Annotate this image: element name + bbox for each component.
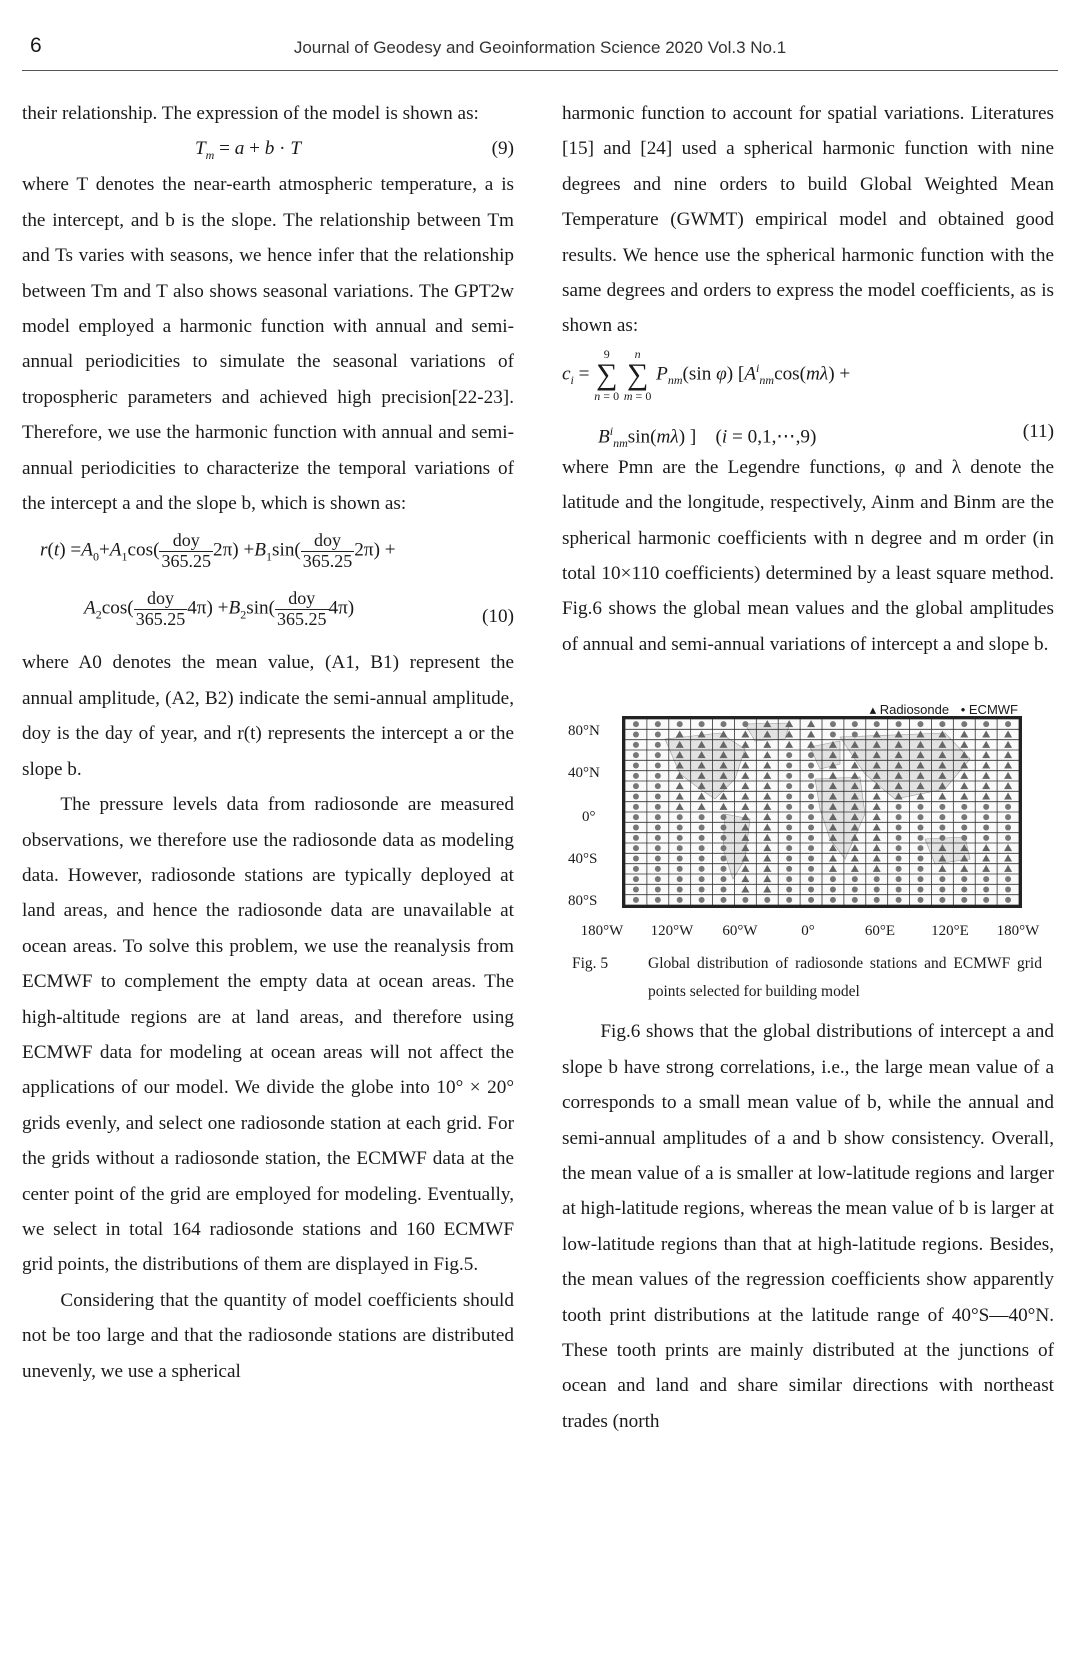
left-paragraph-3: where A0 denotes the mean value, (A1, B1) represent the annual amplitude, (A2, B2) indicate the semi-annual amplitude, doy is the day of year, and r(t) represents the intercept a or the slope b. [22, 652, 514, 780]
ecmwf-marker [918, 804, 924, 810]
ecmwf-marker [874, 721, 880, 727]
equation-11-line-2: $B^i_{nm}\sin(m\lambda)$ ] (i = 0,1,⋯,9) (11) [562, 414, 1054, 450]
ecmwf-marker [655, 804, 661, 810]
ecmwf-marker [786, 845, 792, 851]
right-paragraph-3: Fig.6 shows that the global distributions of intercept a and slope b have strong correlations, i.e., the large mean value of a corresponds to a small mean value of b, while the annual and semi-annual amplitudes of a and b show consistency. Overall, the mean value of a is smaller at low-latitude regions and larger at high-latitude regions, whereas the mean value of b is larger at low-latitude regions than that at high-latitude regions. Besides, the mean values of the regression coefficients show apparently tooth print distributions at the latitude range of 40°S—40°N. These tooth prints are mainly distributed at the junctions of ocean and land and share similar directions with northeast trades (north [562, 1021, 1054, 1432]
ecmwf-marker [1005, 721, 1011, 727]
ecmwf-marker [808, 835, 814, 841]
ecmwf-marker [677, 825, 683, 831]
ecmwf-marker [961, 876, 967, 882]
ecmwf-marker [633, 742, 639, 748]
ecmwf-marker [721, 856, 727, 862]
x-label-180w-right: 180°W [996, 923, 1040, 940]
ecmwf-marker [939, 897, 945, 903]
y-label-80n: 80°N [568, 723, 600, 740]
ecmwf-marker [939, 804, 945, 810]
page-header [22, 34, 1058, 71]
ecmwf-marker [1005, 897, 1011, 903]
ecmwf-marker [918, 825, 924, 831]
ecmwf-marker [939, 887, 945, 893]
ecmwf-marker [633, 866, 639, 872]
ecmwf-marker [808, 783, 814, 789]
ecmwf-marker [699, 876, 705, 882]
ecmwf-marker [764, 897, 770, 903]
ecmwf-marker [808, 856, 814, 862]
ecmwf-marker [786, 876, 792, 882]
ecmwf-marker [633, 773, 639, 779]
ecmwf-marker [918, 835, 924, 841]
page-number: 6 [30, 34, 42, 57]
equation-10-line-1: $r(t) =A_0+A_1\cos$( $\frac{\text{doy}}{365.25}$ $2\pi) +B_1\sin$( $\frac{\text{doy}}{365.25}$ 2π) + [40, 530, 396, 572]
ecmwf-marker [939, 814, 945, 820]
ecmwf-marker [633, 876, 639, 882]
ecmwf-marker [742, 721, 748, 727]
ecmwf-marker [874, 876, 880, 882]
ecmwf-marker [655, 866, 661, 872]
x-label-60w: 60°W [722, 923, 758, 940]
ecmwf-marker [677, 814, 683, 820]
ecmwf-marker [918, 721, 924, 727]
ecmwf-marker [699, 835, 705, 841]
ecmwf-marker [808, 814, 814, 820]
ecmwf-marker [896, 845, 902, 851]
ecmwf-marker [655, 856, 661, 862]
ecmwf-marker [874, 897, 880, 903]
ecmwf-marker [1005, 887, 1011, 893]
ecmwf-marker [808, 773, 814, 779]
ecmwf-marker [786, 866, 792, 872]
ecmwf-marker [918, 845, 924, 851]
ecmwf-marker [874, 887, 880, 893]
ecmwf-marker [852, 897, 858, 903]
x-label-120w: 120°W [650, 923, 694, 940]
left-paragraph-4: The pressure levels data from radiosonde are measured observations, we therefore use the radiosonde data as modeling data. However, radiosonde stations are typically deployed at land areas, and hence the radiosonde data are unavailable at ocean areas. To solve this problem, we use the reanalysis from ECMWF to complement the empty data at ocean areas. The high-altitude regions are at land areas, and therefore using ECMWF data for modeling at ocean areas will not affect the applications of our model. We divide the globe into 10° × 20° grids evenly, and select one radiosonde station at each grid. For the grids without a radiosonde station, the ECMWF data at the center point of the grid are employed for modeling. Eventually, we select in total 164 radiosonde stations and 160 ECMWF grid points, the distributions of them are displayed in Fig.5. [22, 794, 514, 1276]
ecmwf-marker [786, 887, 792, 893]
ecmwf-marker [677, 721, 683, 727]
ecmwf-marker [721, 845, 727, 851]
caption-text: Global distribution of radiosonde stations and ECMWF grid points selected for building model [648, 955, 1042, 1001]
ecmwf-marker [1005, 835, 1011, 841]
ecmwf-marker [633, 732, 639, 738]
ecmwf-marker [830, 876, 836, 882]
ecmwf-marker [786, 856, 792, 862]
station-map [622, 716, 1022, 908]
y-label-40n: 40°N [568, 765, 600, 782]
ecmwf-marker [655, 887, 661, 893]
ecmwf-marker [786, 752, 792, 758]
ecmwf-marker [961, 804, 967, 810]
ecmwf-marker [721, 866, 727, 872]
ecmwf-marker [896, 825, 902, 831]
ecmwf-marker [808, 825, 814, 831]
ecmwf-marker [655, 835, 661, 841]
ecmwf-marker [961, 897, 967, 903]
ecmwf-marker [896, 876, 902, 882]
ecmwf-marker [830, 887, 836, 893]
legend-radiosonde: ▴ Radiosonde [869, 702, 950, 718]
ecmwf-marker [918, 856, 924, 862]
ecmwf-marker [633, 825, 639, 831]
equation-9-number: (9) [491, 138, 514, 160]
ecmwf-marker [677, 876, 683, 882]
equation-11-number: (11) [1022, 420, 1054, 442]
figure-5 [562, 692, 1054, 1001]
ecmwf-marker [896, 856, 902, 862]
ecmwf-marker [852, 721, 858, 727]
ecmwf-marker [896, 814, 902, 820]
ecmwf-marker [786, 773, 792, 779]
ecmwf-marker [633, 763, 639, 769]
ecmwf-marker [721, 887, 727, 893]
ecmwf-marker [786, 897, 792, 903]
ecmwf-marker [721, 814, 727, 820]
ecmwf-marker [808, 876, 814, 882]
ecmwf-marker [633, 835, 639, 841]
left-paragraph-1: their relationship. The expression of the model is shown as: [22, 103, 479, 124]
equation-9: $T_m = a + b \cdot T$ (9) [22, 131, 514, 167]
x-label-0: 0° [801, 923, 815, 940]
ecmwf-marker [677, 897, 683, 903]
ecmwf-marker [633, 783, 639, 789]
equation-10-number: (10) [482, 606, 514, 628]
ecmwf-marker [852, 887, 858, 893]
ecmwf-marker [961, 814, 967, 820]
y-label-0: 0° [582, 809, 596, 826]
ecmwf-marker [786, 804, 792, 810]
ecmwf-marker [808, 887, 814, 893]
station-map-graphic [625, 719, 1019, 905]
ecmwf-marker [918, 887, 924, 893]
ecmwf-marker [699, 897, 705, 903]
ecmwf-marker [633, 814, 639, 820]
ecmwf-marker [983, 721, 989, 727]
x-label-60e: 60°E [864, 923, 896, 940]
y-label-40s: 40°S [568, 851, 598, 868]
ecmwf-marker [655, 721, 661, 727]
y-label-80s: 80°S [568, 893, 598, 910]
ecmwf-marker [983, 897, 989, 903]
ecmwf-marker [633, 856, 639, 862]
ecmwf-marker [721, 876, 727, 882]
ecmwf-marker [699, 814, 705, 820]
ecmwf-marker [830, 721, 836, 727]
ecmwf-marker [721, 721, 727, 727]
ecmwf-marker [655, 825, 661, 831]
ecmwf-marker [896, 721, 902, 727]
x-label-120e: 120°E [931, 923, 969, 940]
ecmwf-marker [896, 897, 902, 903]
ecmwf-marker [918, 897, 924, 903]
ecmwf-marker [786, 814, 792, 820]
ecmwf-marker [852, 732, 858, 738]
ecmwf-marker [633, 804, 639, 810]
ecmwf-marker [655, 742, 661, 748]
right-paragraph-1: harmonic function to account for spatial variations. Literatures [15] and [24] used a spherical harmonic function with nine degrees and nine orders to build Global Weighted Mean Temperature (GWMT) empirical model and obtained good results. We hence use the spherical harmonic function with the same degrees and orders to express the model coefficients, as is shown as: [562, 103, 1054, 337]
ecmwf-marker [983, 835, 989, 841]
right-column [562, 96, 1054, 1439]
legend-ecmwf: • ECMWF [960, 702, 1018, 718]
ecmwf-marker [633, 752, 639, 758]
ecmwf-marker [961, 835, 967, 841]
ecmwf-marker [808, 897, 814, 903]
ecmwf-marker [939, 835, 945, 841]
left-paragraph-5: Considering that the quantity of model coefficients should not be too large and that the radiosonde stations are distributed unevenly, we use a spherical [22, 1289, 514, 1382]
ecmwf-marker [918, 866, 924, 872]
ecmwf-marker [786, 763, 792, 769]
ecmwf-marker [699, 845, 705, 851]
ecmwf-marker [677, 835, 683, 841]
ecmwf-marker [918, 814, 924, 820]
ecmwf-marker [830, 732, 836, 738]
ecmwf-marker [808, 763, 814, 769]
ecmwf-marker [721, 897, 727, 903]
ecmwf-marker [655, 763, 661, 769]
ecmwf-marker [1005, 804, 1011, 810]
ecmwf-marker [742, 897, 748, 903]
ecmwf-marker [786, 783, 792, 789]
ecmwf-marker [655, 897, 661, 903]
ecmwf-marker [852, 876, 858, 882]
ecmwf-marker [961, 721, 967, 727]
ecmwf-marker [633, 845, 639, 851]
ecmwf-marker [655, 814, 661, 820]
ecmwf-marker [961, 825, 967, 831]
ecmwf-marker [786, 835, 792, 841]
ecmwf-marker [983, 825, 989, 831]
ecmwf-marker [918, 876, 924, 882]
ecmwf-marker [721, 835, 727, 841]
ecmwf-marker [633, 794, 639, 800]
ecmwf-marker [677, 845, 683, 851]
ecmwf-marker [677, 887, 683, 893]
ecmwf-marker [633, 887, 639, 893]
ecmwf-marker [1005, 876, 1011, 882]
ecmwf-marker [655, 794, 661, 800]
caption-label: Fig. 5 [572, 955, 609, 973]
ecmwf-marker [633, 721, 639, 727]
ecmwf-marker [699, 825, 705, 831]
ecmwf-marker [786, 794, 792, 800]
ecmwf-marker [655, 845, 661, 851]
ecmwf-marker [786, 825, 792, 831]
ecmwf-marker [961, 887, 967, 893]
ecmwf-marker [939, 876, 945, 882]
ecmwf-marker [699, 866, 705, 872]
ecmwf-marker [983, 876, 989, 882]
ecmwf-marker [655, 752, 661, 758]
ecmwf-marker [983, 887, 989, 893]
journal-title: Journal of Geodesy and Geoinformation Science 2020 Vol.3 No.1 [293, 38, 787, 57]
ecmwf-marker [896, 887, 902, 893]
right-paragraph-2: where Pmn are the Legendre functions, φ and λ denote the latitude and the longitude, respectively, Ainm and Binm are the spherical harmonic coefficients with n degree and m order (in total 10×110 coefficients) determined by a least square method. Fig.6 shows the global mean values and the global amplitudes of annual and semi-annual variations of intercept a and slope b. [562, 456, 1054, 655]
equation-11-line-1: $c_i = 9$ ∑ n = 0 n ∑ m = 0 $P_{nm}(\sin$ φ) [$A^i_{nm}\cos(m\lambda)$ + [562, 346, 851, 403]
ecmwf-marker [896, 804, 902, 810]
ecmwf-marker [896, 835, 902, 841]
ecmwf-marker [655, 783, 661, 789]
ecmwf-marker [983, 804, 989, 810]
ecmwf-marker [808, 845, 814, 851]
ecmwf-marker [983, 814, 989, 820]
ecmwf-marker [721, 825, 727, 831]
ecmwf-marker [808, 794, 814, 800]
ecmwf-marker [699, 856, 705, 862]
ecmwf-marker [1005, 814, 1011, 820]
ecmwf-marker [655, 876, 661, 882]
ecmwf-marker [677, 866, 683, 872]
ecmwf-marker [633, 897, 639, 903]
ecmwf-marker [699, 887, 705, 893]
ecmwf-marker [1005, 825, 1011, 831]
ecmwf-marker [896, 866, 902, 872]
x-label-180w: 180°W [580, 923, 624, 940]
ecmwf-marker [699, 721, 705, 727]
ecmwf-marker [677, 856, 683, 862]
ecmwf-marker [939, 825, 945, 831]
ecmwf-marker [830, 897, 836, 903]
ecmwf-marker [808, 866, 814, 872]
equation-10-line-2: $A_2\cos$( $\frac{\text{doy}}{365.25}$ $4\pi) +B_2\sin$( $\frac{\text{doy}}{365.25}$ 4π) (10) [22, 583, 514, 645]
ecmwf-marker [808, 752, 814, 758]
left-column [22, 96, 514, 1389]
ecmwf-marker [655, 732, 661, 738]
left-paragraph-2: where T denotes the near-earth atmospheric temperature, a is the intercept, and b is the slope. The relationship between Tm and Ts varies with seasons, we hence infer that the relationship between Tm and T also shows seasonal variations. The GPT2w model employed a harmonic function with annual and semi-annual periodicities to simulate the seasonal variations of tropospheric parameters and achieved high precision[22-23]. Therefore, we use the harmonic function with annual and semi-annual periodicities to characterize the temporal variations of the intercept a and the slope b, which is shown as: [22, 174, 514, 515]
ecmwf-marker [655, 773, 661, 779]
ecmwf-marker [939, 721, 945, 727]
ecmwf-marker [808, 804, 814, 810]
